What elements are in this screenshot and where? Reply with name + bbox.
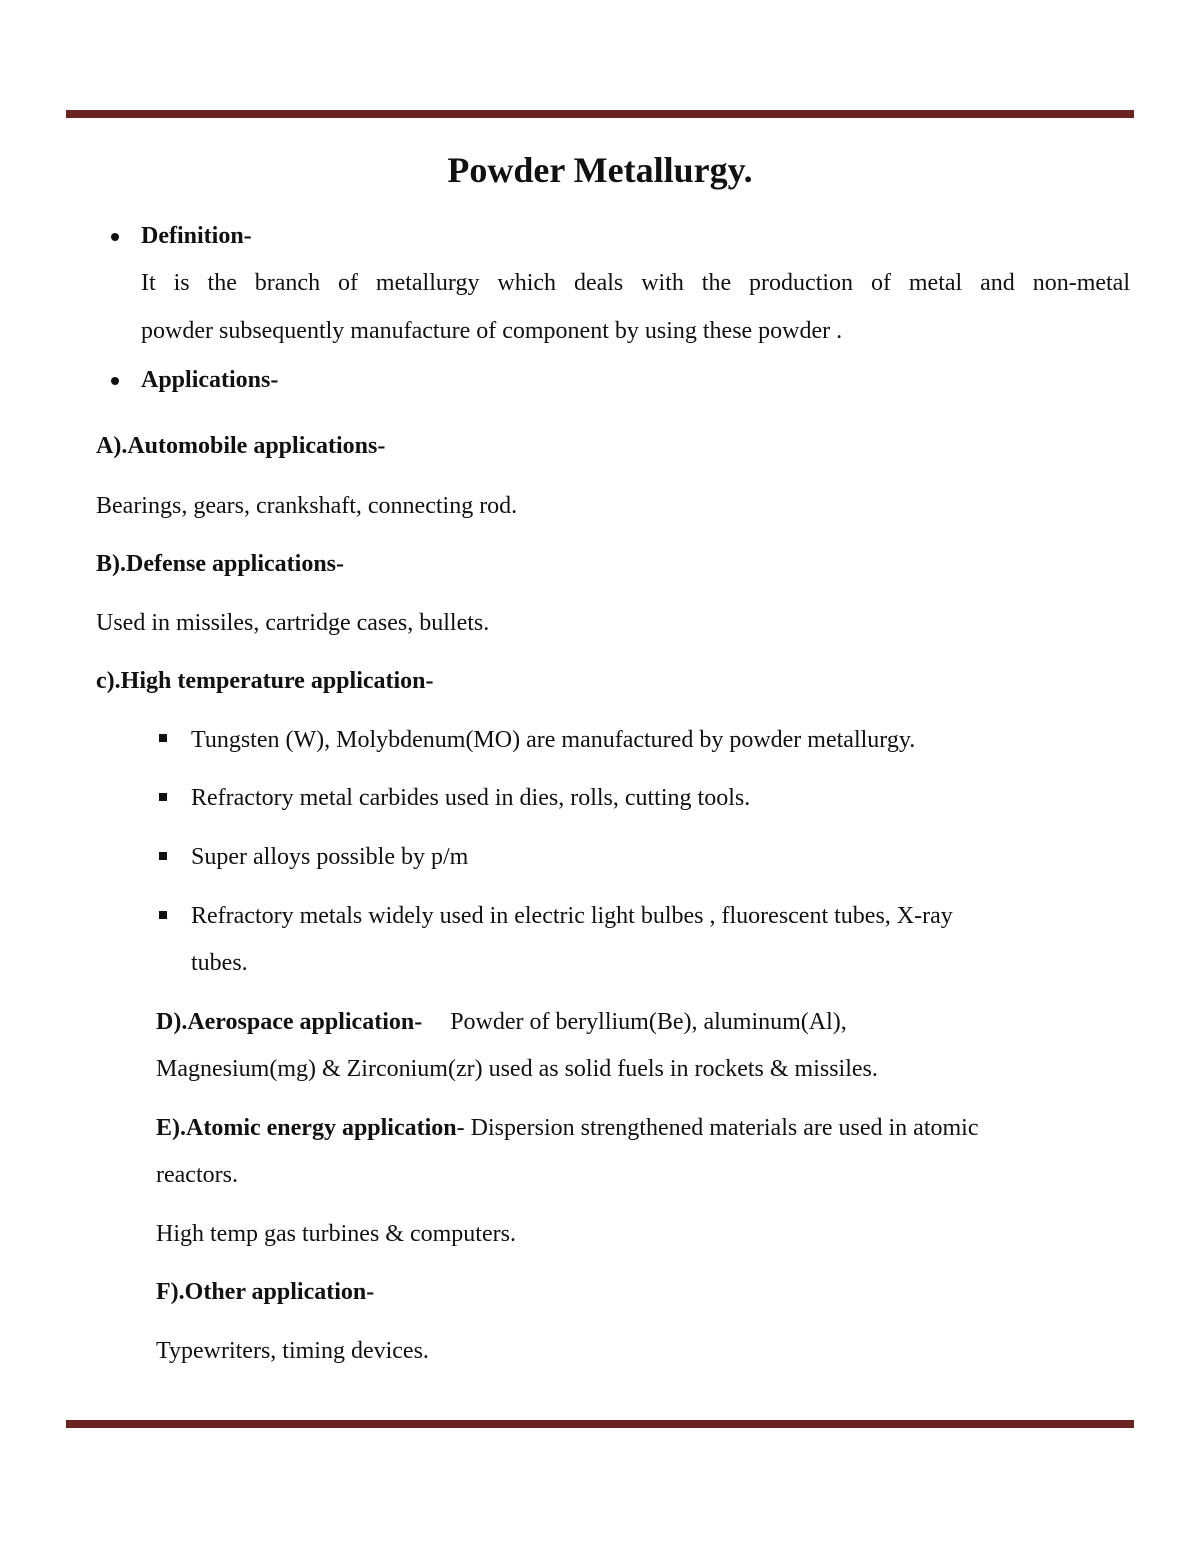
page-title: Powder Metallurgy. (447, 150, 753, 190)
bottom-divider (66, 1420, 1134, 1428)
square-bullet (159, 793, 167, 801)
square-bullet (159, 911, 167, 919)
high-temp-item: Tungsten (W), Molybdenum(MO) are manufactured by powder metallurgy. (191, 727, 916, 753)
atomic-text-3: High temp gas turbines & computers. (156, 1221, 516, 1247)
other-text: Typewriters, timing devices. (156, 1338, 429, 1364)
high-temp-item-continuation: tubes. (191, 950, 248, 976)
high-temp-item: Super alloys possible by p/m (191, 844, 469, 870)
aerospace-text-2: Magnesium(mg) & Zirconium(zr) used as solid fuels in rockets & missiles. (156, 1056, 878, 1082)
automobile-text: Bearings, gears, crankshaft, connecting rod. (96, 493, 518, 519)
definition-heading: Definition- (141, 223, 252, 249)
high-temp-item: Refractory metal carbides used in dies, rolls, cutting tools. (191, 785, 751, 811)
atomic-text-1: - Dispersion strengthened materials are used in atomic (456, 1115, 979, 1141)
defense-text: Used in missiles, cartridge cases, bullets. (96, 610, 490, 636)
automobile-heading: A).Automobile applications- (96, 433, 386, 459)
high-temp-heading: c).High temperature application- (96, 668, 434, 694)
aerospace-heading: D).Aerospace application- (156, 1009, 423, 1035)
aerospace-line-1 (156, 998, 847, 1046)
atomic-line-1 (156, 1104, 978, 1152)
bullet-applications (111, 377, 119, 385)
definition-line-2: powder subsequently manufacture of component by using these powder . (141, 318, 843, 344)
defense-heading: B).Defense applications- (96, 551, 344, 577)
applications-heading: Applications- (141, 367, 279, 393)
top-divider (66, 110, 1134, 118)
high-temp-item: Refractory metals widely used in electric light bulbes , fluorescent tubes, X-ray (191, 903, 953, 929)
square-bullet (159, 852, 167, 860)
definition-line-1: It is the branch of metallurgy which deals with the production of metal and non-metal (141, 270, 1130, 296)
atomic-heading: E).Atomic energy application (156, 1115, 457, 1141)
other-heading: F).Other application- (156, 1279, 375, 1305)
atomic-text-2: reactors. (156, 1162, 238, 1188)
aerospace-text-1: Powder of beryllium(Be), aluminum(Al), (450, 1009, 847, 1035)
bullet-definition (111, 233, 119, 241)
square-bullet (159, 734, 167, 742)
